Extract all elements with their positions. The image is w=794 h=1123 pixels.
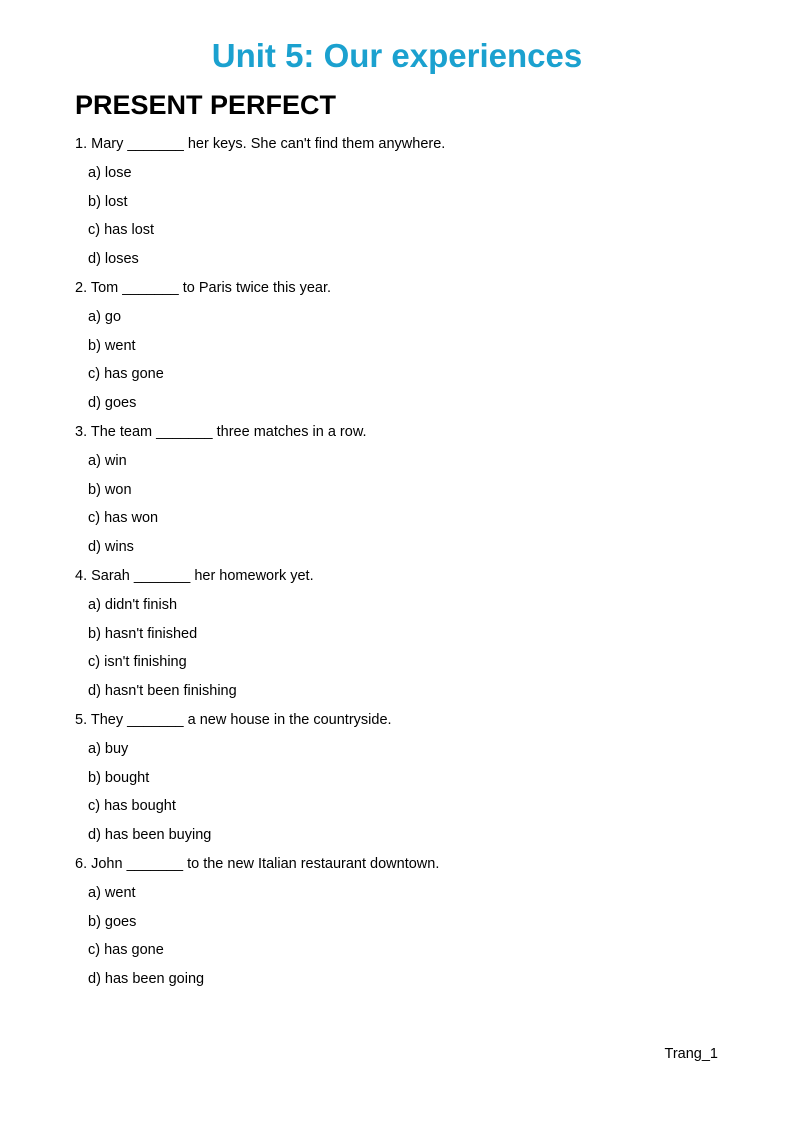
question-text: 6. John _______ to the new Italian restaurant downtown. [75, 855, 440, 872]
option-c: c) isn't finishing [88, 654, 187, 671]
option-d: d) wins [88, 539, 134, 556]
option-c: c) has gone [88, 942, 164, 959]
question-text: 5. They _______ a new house in the countryside. [75, 711, 392, 728]
option-d: d) hasn't been finishing [88, 683, 237, 700]
question-2 [75, 274, 735, 418]
option-b: b) hasn't finished [88, 625, 198, 642]
option-a: a) didn't finish [88, 596, 178, 613]
option-d: d) has been buying [88, 827, 212, 844]
question-text: 2. Tom _______ to Paris twice this year. [75, 279, 332, 296]
option-a: a) went [88, 884, 136, 901]
option-b: b) won [88, 481, 132, 498]
option-d: d) goes [88, 395, 137, 412]
option-c: c) has bought [88, 798, 176, 815]
option-b: b) lost [88, 193, 128, 210]
page-title: Unit 5: Our experiences [211, 37, 583, 74]
page-number: Trang_1 [664, 1046, 718, 1062]
option-b: b) went [88, 337, 136, 354]
question-4 [75, 562, 735, 706]
section-heading: PRESENT PERFECT [75, 90, 337, 120]
option-a: a) win [88, 452, 127, 469]
option-c: c) has gone [88, 366, 164, 383]
option-c: c) has lost [88, 222, 155, 239]
option-c: c) has won [88, 510, 159, 527]
question-list [75, 130, 735, 994]
option-b: b) bought [88, 769, 150, 786]
question-5 [75, 706, 735, 850]
question-6 [75, 850, 735, 994]
option-a: a) buy [88, 740, 129, 757]
question-text: 4. Sarah _______ her homework yet. [75, 567, 314, 584]
option-a: a) go [88, 308, 122, 325]
option-b: b) goes [88, 913, 137, 930]
option-d: d) has been going [88, 971, 205, 988]
question-text: 3. The team _______ three matches in a row. [75, 423, 367, 440]
option-a: a) lose [88, 164, 132, 181]
option-d: d) loses [88, 251, 139, 268]
question-1 [75, 130, 735, 274]
question-text: 1. Mary _______ her keys. She can't find them anywhere. [75, 136, 446, 152]
question-3 [75, 418, 735, 562]
